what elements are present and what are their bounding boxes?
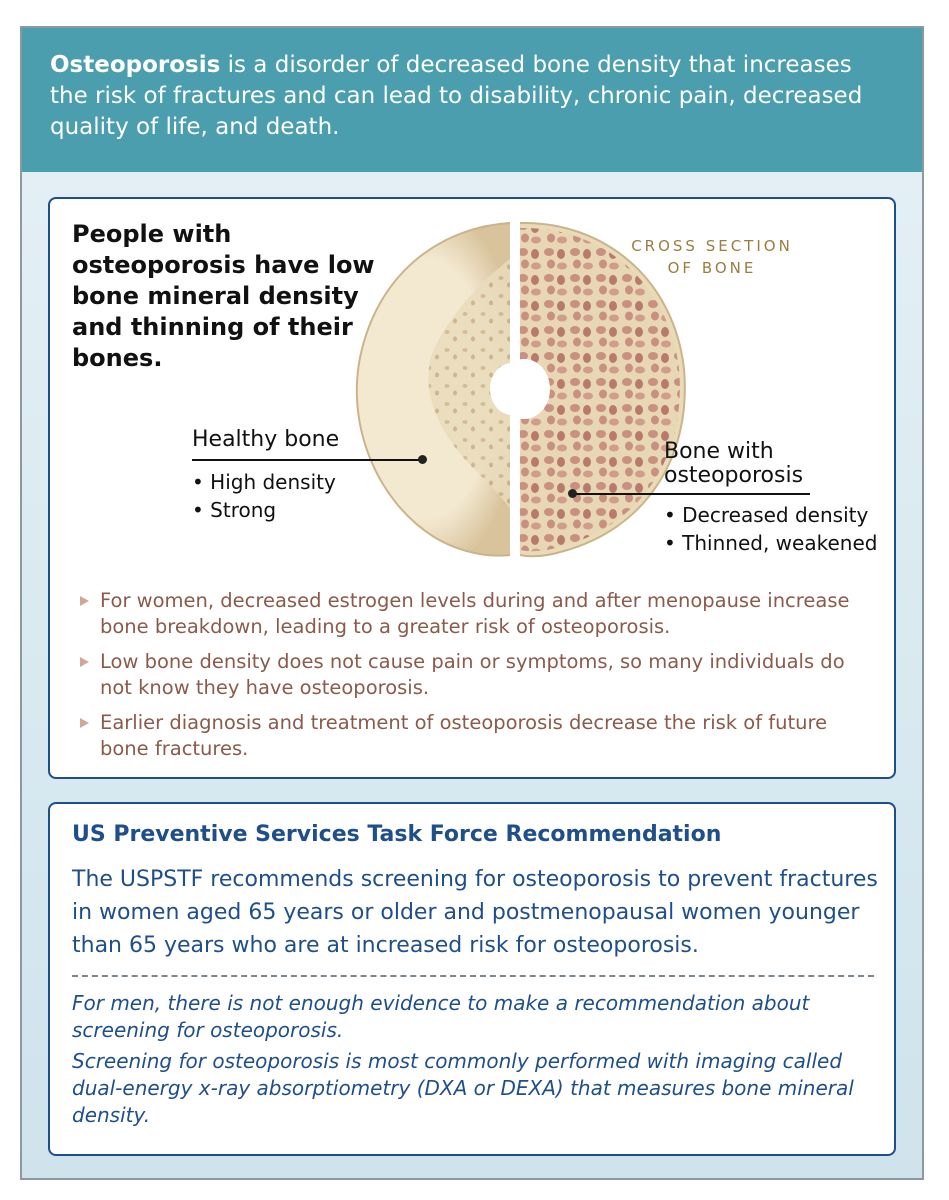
infographic-frame (20, 26, 924, 1180)
osteoporosis-facts-list (80, 588, 860, 771)
healthy-bone-title: Healthy bone (192, 427, 340, 452)
osteoporosis-bone-bullet-1: • Decreased density (664, 503, 869, 527)
recommendation-note-men: For men, there is not enough evidence to make a recommendation about screening for osteoporosis. (72, 991, 810, 1042)
triangle-bullet-icon (80, 718, 89, 728)
fact-item: Low bone density does not cause pain or symptoms, so many individuals do not know they have osteoporosis. (80, 649, 860, 701)
healthy-bone-leader-line (192, 459, 422, 461)
dashed-divider (72, 975, 874, 977)
triangle-bullet-icon (80, 657, 89, 667)
bone-illustration-panel (48, 197, 896, 779)
definition-banner (22, 28, 922, 172)
illustration-headline: People with osteoporosis have low bone mineral density and thinning of their bones. (72, 220, 375, 372)
recommendation-title: US Preventive Services Task Force Recommendation (72, 822, 722, 847)
healthy-bone-pointer-dot (418, 455, 427, 464)
uspstf-recommendation-panel (48, 802, 896, 1156)
cross-section-label-line-1: CROSS SECTION (631, 237, 793, 255)
osteoporosis-bone-title-line-2: osteoporosis (664, 463, 804, 488)
banner-term: Osteoporosis (50, 52, 221, 78)
healthy-bone-half (334, 219, 534, 559)
recommendation-note-dxa: Screening for osteoporosis is most commonly performed with imaging called dual-energy x-ray absorptiometry (DXA or DEXA) that measures bone mineral density. (72, 1049, 854, 1127)
recommendation-text: The USPSTF recommends screening for osteoporosis to prevent fractures in women aged 65 years or older and postmenopausal women younger than 65 years who are at increased risk for osteoporosis. (72, 867, 878, 958)
osteoporosis-bone-title-line-1: Bone with (664, 439, 774, 464)
bone-cross-section-illustration (334, 219, 694, 559)
fact-item: For women, decreased estrogen levels during and after menopause increase bone breakdown, leading to a greater risk of osteoporosis. (80, 588, 860, 640)
banner-definition: is a disorder of decreased bone density that increases the risk of fractures and can lead to disability, chronic pain, decreased quality of life, and death. (50, 52, 863, 140)
healthy-bone-bullet-1: • High density (192, 470, 336, 494)
fact-item: Earlier diagnosis and treatment of osteoporosis decrease the risk of future bone fractures. (80, 710, 860, 762)
osteoporosis-bone-bullet-2: • Thinned, weakened (664, 531, 878, 555)
osteoporosis-bone-pointer-dot (568, 489, 577, 498)
triangle-bullet-icon (80, 596, 89, 606)
cross-section-label-line-2: OF BONE (667, 259, 757, 277)
osteoporosis-bone-leader-line (572, 493, 810, 495)
healthy-bone-bullet-2: • Strong (192, 498, 277, 522)
